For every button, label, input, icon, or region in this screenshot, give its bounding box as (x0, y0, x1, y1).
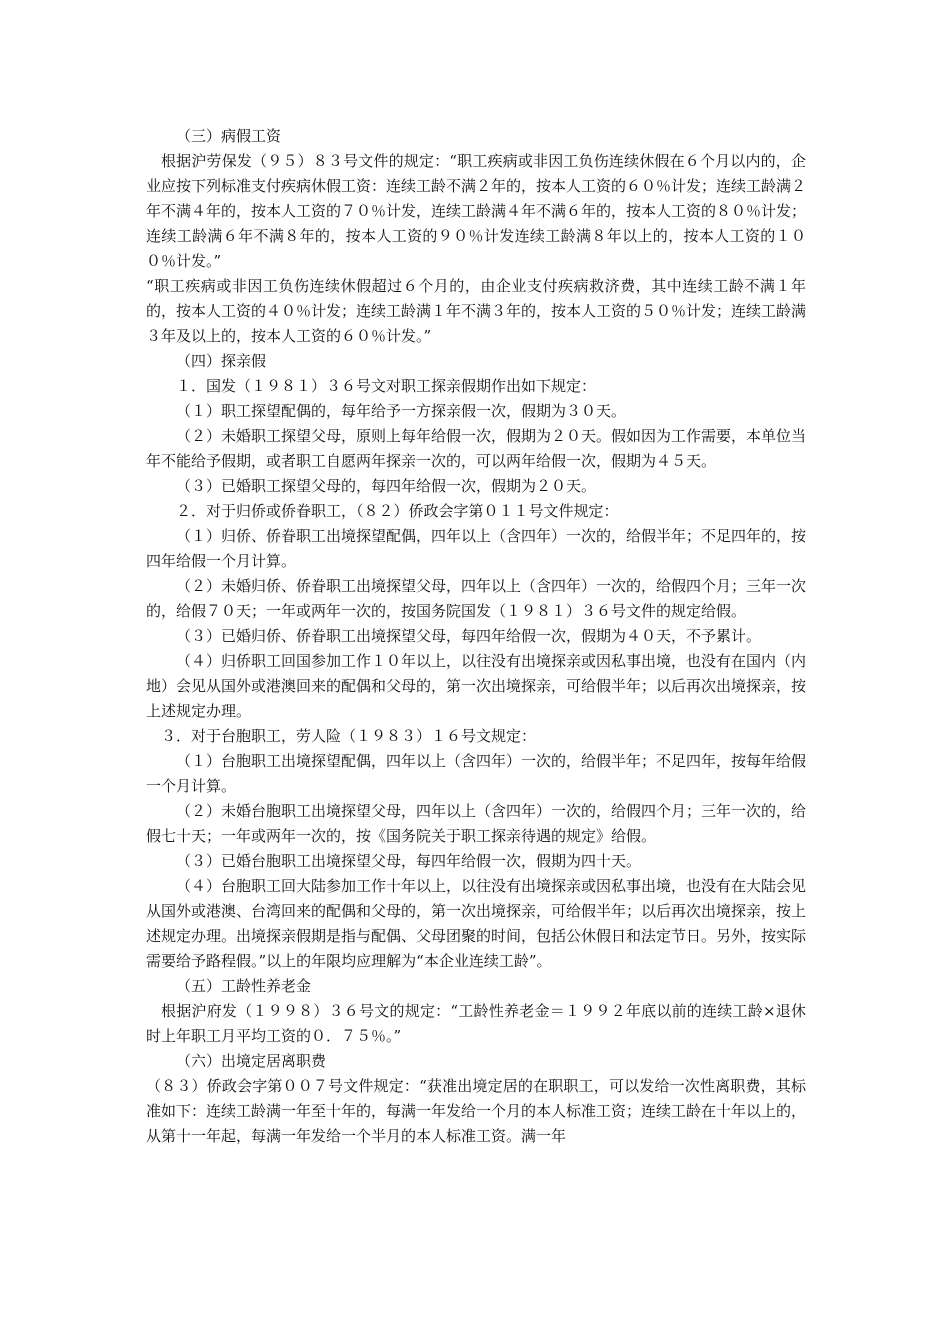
paragraph: （３）已婚归侨、侨眷职工出境探望父母，每四年给假一次，假期为４０天，不予累计。 (176, 627, 762, 645)
section-heading-sick-leave: （三）病假工资 (176, 127, 282, 145)
paragraph: （４）归侨职工回国参加工作１０年以上，以往没有出境探亲或因私事出境，也没有在国内（内地）会见从国外或港澳回来的配偶和父母的，第一次出境探亲，可给假半年；以后再次出境探亲，按上述规定办理。 (146, 652, 807, 720)
paragraph: （１）职工探望配偶的，每年给予一方探亲假一次，假期为３０天。 (176, 402, 627, 420)
paragraph: ３．对于台胞职工，劳人险（１９８３）１６号文规定： (161, 727, 537, 745)
paragraph: （２）未婚归侨、侨眷职工出境探望父母，四年以上（含四年）一次的，给假四个月；三年一次的，给假７０天；一年或两年一次的，按国务院国发（１９８１）３６号文件的规定给假。 (146, 577, 807, 620)
paragraph: （２）未婚台胞职工出境探望父母，四年以上（含四年）一次的，给假四个月；三年一次的，给假七十天；一年或两年一次的，按《国务院关于职工探亲待遇的规定》给假。 (146, 802, 807, 845)
paragraph: （１）台胞职工出境探望配偶，四年以上（含四年）一次的，给假半年；不足四年，按每年给假一个月计算。 (146, 752, 807, 795)
document-page (146, 124, 806, 1149)
paragraph: 根据沪府发（１９９８）３６号文的规定：“工龄性养老金＝１９９２年底以前的连续工龄×退休时上年职工月平均工资的０．７５％。” (146, 1002, 806, 1045)
paragraph: （８３）侨政会字第００７号文件规定：“获准出境定居的在职职工，可以发给一次性离职费，其标准如下：连续工龄满一年至十年的，每满一年发给一个月的本人标准工资；连续工龄在十年以上的，从第十一年起，每满一年发给一个半月的本人标准工资。满一年 (146, 1077, 807, 1145)
paragraph: （３）已婚台胞职工出境探望父母，每四年给假一次，假期为四十天。 (176, 852, 642, 870)
paragraph: “职工疾病或非因工负伤连续休假超过６个月的，由企业支付疾病救济费，其中连续工龄不满１年的，按本人工资的４０％计发；连续工龄满１年不满３年的，按本人工资的５０％计发；连续工龄满３年及以上的，按本人工资的６０％计发。” (146, 277, 807, 345)
paragraph: 根据沪劳保发（９５）８３号文件的规定：“职工疾病或非因工负伤连续休假在６个月以内的，企业应按下列标准支付疾病休假工资：连续工龄不满２年的，按本人工资的６０％计发；连续工龄满２年不满４年的，按本人工资的７０％计发，连续工龄满４年不满６年的，按本人工资的８０％计发；连续工龄满６年不满８年的，按本人工资的９０％计发连续工龄满８年以上的，按本人工资的１００％计发。” (146, 152, 807, 270)
paragraph: （３）已婚职工探望父母的，每四年给假一次，假期为２０天。 (176, 477, 597, 495)
paragraph: （１）归侨、侨眷职工出境探望配偶，四年以上（含四年）一次的，给假半年；不足四年的，按四年给假一个月计算。 (146, 527, 807, 570)
paragraph: （４）台胞职工回大陆参加工作十年以上，以往没有出境探亲或因私事出境，也没有在大陆会见从国外或港澳、台湾回来的配偶和父母的，第一次出境探亲，可给假半年；以后再次出境探亲，按上述规定办理。出境探亲假期是指与配偶、父母团聚的时间，包括公休假日和法定节日。另外，按实际需要给予路程假。”以上的年限均应理解为“本企业连续工龄”。 (146, 877, 807, 970)
paragraph: ２．对于归侨或侨眷职工，（８２）侨政会字第０１１号文件规定： (176, 502, 619, 520)
section-heading-emigration-severance: （六）出境定居离职费 (176, 1052, 327, 1070)
section-heading-home-leave: （四）探亲假 (176, 352, 267, 370)
section-heading-seniority-pension: （五）工龄性养老金 (176, 977, 312, 995)
paragraph: １．国发（１９８１）３６号文对职工探亲假期作出如下规定： (176, 377, 597, 395)
paragraph: （２）未婚职工探望父母，原则上每年给假一次，假期为２０天。假如因为工作需要，本单位当年不能给予假期，或者职工自愿两年探亲一次的，可以两年给假一次，假期为４５天。 (146, 427, 807, 470)
